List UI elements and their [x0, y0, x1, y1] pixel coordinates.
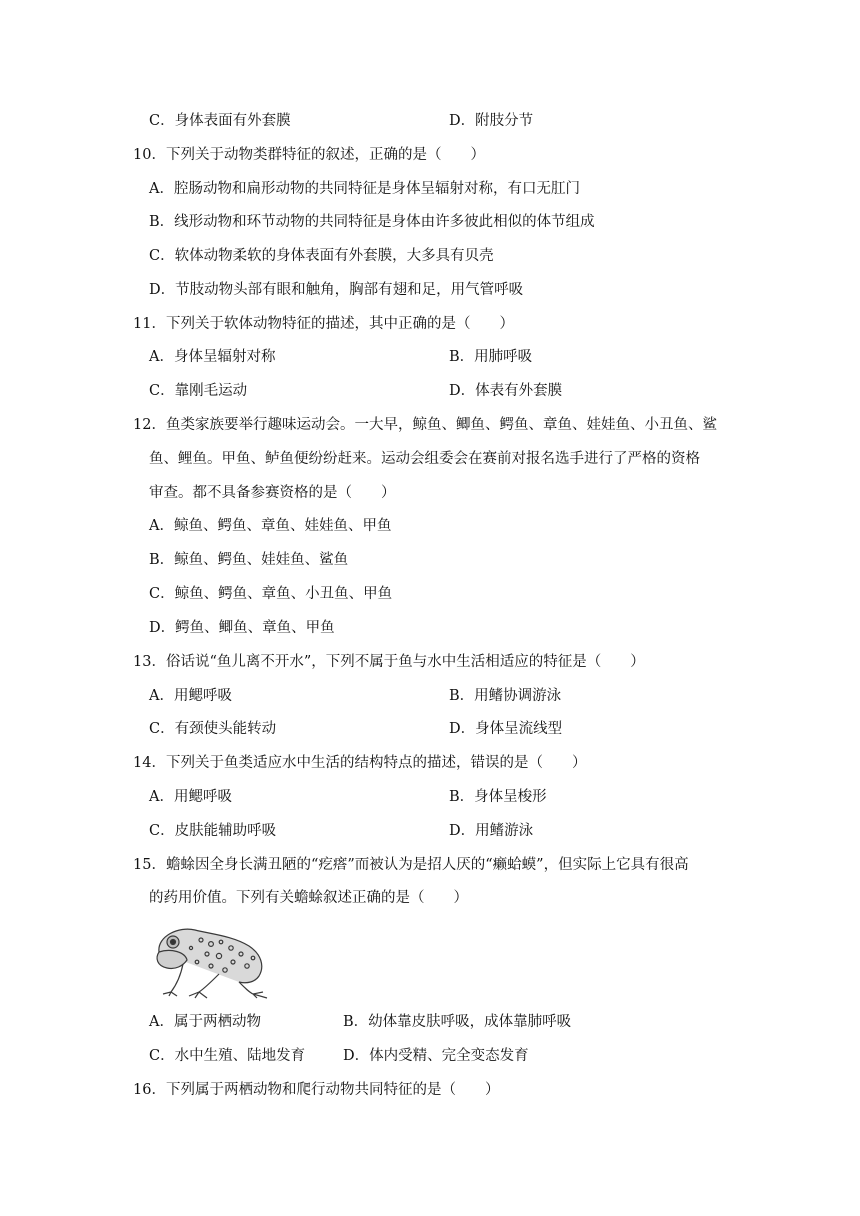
q15-stem-line-1: 15．蟾蜍因全身长满丑陋的“疙瘩”而被认为是招人厌的“癞蛤蟆”，但实际上它具有很高: [133, 857, 689, 873]
q14-stem: 14．下列关于鱼类适应水中生活的结构特点的描述，错误的是（ ）: [133, 755, 587, 771]
q15-option-b: B．幼体靠皮肤呼吸，成体靠肺呼吸: [343, 1014, 572, 1030]
q11-stem: 11．下列关于软体动物特征的描述，其中正确的是（ ）: [133, 316, 514, 332]
q13-option-a: A．用鳃呼吸: [149, 688, 232, 704]
q12-stem-line-3: 审查。都不具备参赛资格的是（ ）: [149, 485, 396, 501]
q15-option-c: C．水中生殖、陆地发育: [149, 1048, 306, 1064]
q11-option-c: C．靠刚毛运动: [149, 383, 248, 399]
q13-stem: 13．俗话说“鱼儿离不开水”，下列不属于鱼与水中生活相适应的特征是（ ）: [133, 654, 645, 670]
q11-option-d: D．体表有外套膜: [449, 383, 563, 399]
q14-option-c: C．皮肤能辅助呼吸: [149, 823, 277, 839]
toad-illustration: [149, 922, 271, 1004]
q10-option-d: D．节肢动物头部有眼和触角，胸部有翅和足，用气管呼吸: [149, 282, 524, 298]
q15-stem-line-2: 的药用价值。下列有关蟾蜍叙述正确的是（ ）: [149, 890, 468, 906]
q10-option-a: A．腔肠动物和扁形动物的共同特征是身体呈辐射对称，有口无肛门: [149, 181, 580, 197]
q11-option-b: B．用肺呼吸: [449, 349, 533, 365]
q16-stem: 16．下列属于两栖动物和爬行动物共同特征的是（ ）: [133, 1082, 500, 1098]
q15-option-a: A．属于两栖动物: [149, 1014, 261, 1030]
q12-stem-line-2: 鱼、鲤鱼。甲鱼、鲈鱼便纷纷赶来。运动会组委会在赛前对报名选手进行了严格的资格: [149, 451, 700, 467]
q15-option-d: D．体内受精、完全变态发育: [343, 1048, 529, 1064]
q12-option-b: B．鲸鱼、鳄鱼、娃娃鱼、鲨鱼: [149, 552, 349, 568]
q14-option-b: B．身体呈梭形: [449, 789, 547, 805]
q12-stem-line-1: 12．鱼类家族要举行趣味运动会。一大早，鲸鱼、鲫鱼、鳄鱼、章鱼、娃娃鱼、小丑鱼、鲨: [133, 417, 717, 433]
q9-option-d: D．附肢分节: [449, 113, 534, 129]
q12-option-c: C．鲸鱼、鳄鱼、章鱼、小丑鱼、甲鱼: [149, 586, 393, 602]
q13-option-d: D．身体呈流线型: [449, 721, 563, 737]
q14-option-a: A．用鳃呼吸: [149, 789, 232, 805]
q11-option-a: A．身体呈辐射对称: [149, 349, 276, 365]
q9-option-c: C．身体表面有外套膜: [149, 113, 291, 129]
q12-option-d: D．鳄鱼、鲫鱼、章鱼、甲鱼: [149, 620, 335, 636]
q12-option-a: A．鲸鱼、鳄鱼、章鱼、娃娃鱼、甲鱼: [149, 518, 392, 534]
q13-option-c: C．有颈使头能转动: [149, 721, 277, 737]
q14-option-d: D．用鳍游泳: [449, 823, 534, 839]
q13-option-b: B．用鳍协调游泳: [449, 688, 562, 704]
q10-option-c: C．软体动物柔软的身体表面有外套膜，大多具有贝壳: [149, 248, 494, 264]
q10-option-b: B．线形动物和环节动物的共同特征是身体由许多彼此相似的体节组成: [149, 214, 595, 230]
q10-stem: 10．下列关于动物类群特征的叙述，正确的是（ ）: [133, 147, 485, 163]
